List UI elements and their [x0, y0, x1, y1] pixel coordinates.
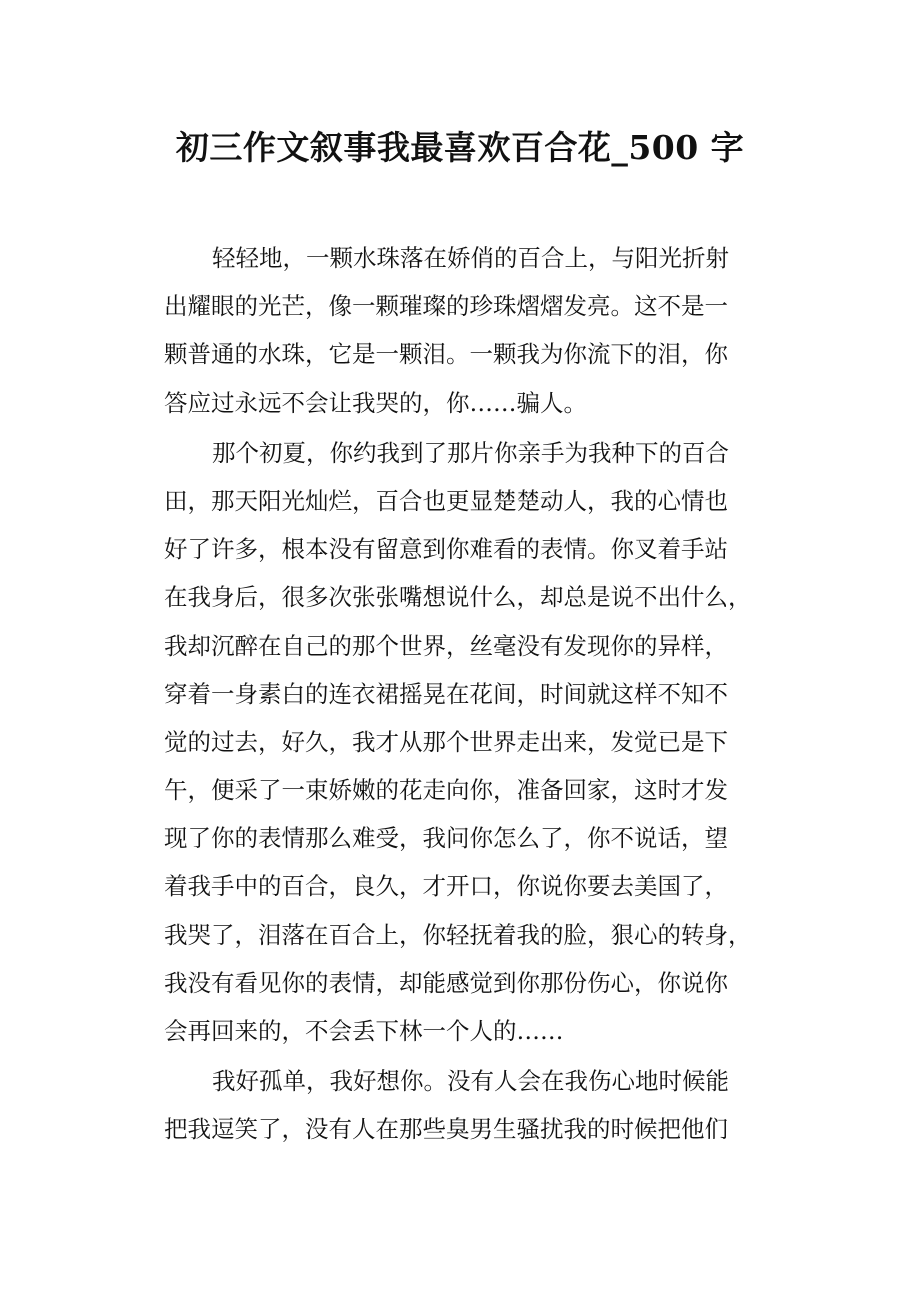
paragraph-line: 觉的过去，好久，我才从那个世界走出来，发觉已是下 — [164, 727, 728, 756]
paragraph-line: 我却沉醉在自己的那个世界，丝毫没有发现你的异样， — [164, 631, 728, 660]
paragraph-1 — [164, 234, 768, 427]
document-body — [164, 234, 768, 1156]
paragraph-line: 我好孤单，我好想你。没有人会在我伤心地时候能 — [212, 1067, 729, 1096]
paragraph-line: 那个初夏，你约我到了那片你亲手为我种下的百合 — [212, 438, 729, 467]
paragraph-line: 在我身后，很多次张张嘴想说什么，却总是说不出什么， — [164, 583, 752, 612]
paragraph-line: 我哭了，泪落在百合上，你轻抚着我的脸，狠心的转身， — [164, 920, 752, 949]
paragraph-line: 会再回来的，不会丢下林一个人的…… — [164, 1017, 564, 1045]
paragraph-line: 穿着一身素白的连衣裙摇晃在花间，时间就这样不知不 — [164, 679, 728, 708]
paragraph-line: 现了你的表情那么难受，我问你怎么了，你不说话，望 — [164, 824, 728, 853]
paragraph-line: 颗普通的水珠，它是一颗泪。一颗我为你流下的泪，你 — [164, 340, 728, 369]
paragraph-line: 我没有看见你的表情，却能感觉到你那份伤心，你说你 — [164, 968, 728, 997]
paragraph-line: 着我手中的百合，良久，才开口，你说你要去美国了， — [164, 872, 728, 901]
paragraph-line: 田，那天阳光灿烂，百合也更显楚楚动人，我的心情也 — [164, 486, 728, 515]
paragraph-3 — [164, 1057, 768, 1153]
paragraph-line: 答应过永远不会让我哭的，你……骗人。 — [164, 388, 587, 417]
paragraph-line: 把我逗笑了，没有人在那些臭男生骚扰我的时候把他们 — [164, 1115, 728, 1144]
paragraph-line: 出耀眼的光芒，像一颗璀璨的珍珠熠熠发亮。这不是一 — [164, 292, 728, 321]
paragraph-line: 午，便采了一束娇嫩的花走向你，准备回家，这时才发 — [164, 776, 728, 805]
paragraph-line: 好了许多，根本没有留意到你难看的表情。你叉着手站 — [164, 535, 728, 564]
paragraph-2 — [164, 429, 768, 1055]
document-title: 初三作文叙事我最喜欢百合花_500 字 — [175, 128, 745, 167]
paragraph-line: 轻轻地，一颗水珠落在娇俏的百合上，与阳光折射 — [212, 244, 729, 272]
